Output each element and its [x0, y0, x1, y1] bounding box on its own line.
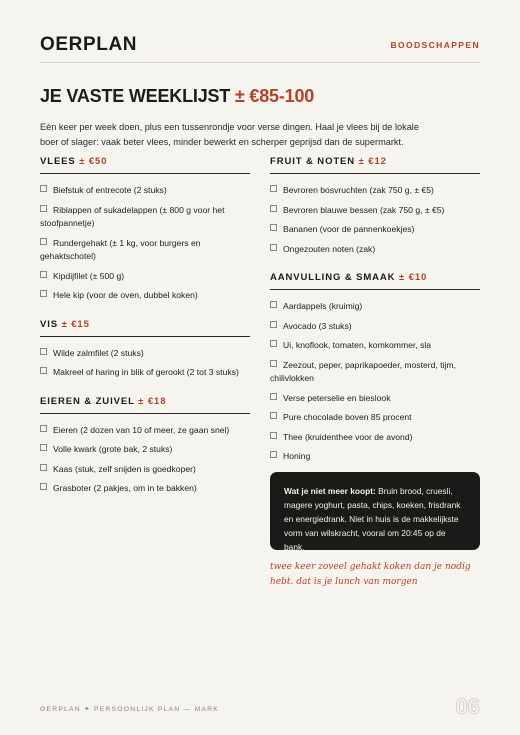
checkbox-icon[interactable] [270, 432, 277, 439]
list-item[interactable] [40, 443, 250, 457]
item-label: Verse peterselie en bieslook [283, 392, 391, 403]
right-column [270, 156, 480, 470]
item-label: Riblappen of sukadelappen (± 800 g voor het stoofpannetje) [40, 204, 225, 228]
list-item[interactable] [40, 347, 250, 361]
item-label: Grasboter (2 pakjes, om in te bakken) [53, 483, 197, 493]
category-name: VLEES [40, 156, 76, 167]
item-label: Hele kip (voor de oven, dubbel koken) [53, 290, 198, 300]
item-label: Volle kwark (grote bak, 2 stuks) [53, 444, 173, 454]
item-label: Bevroren blauwe bessen (zak 750 g, ± €5) [283, 204, 445, 215]
list-item[interactable] [270, 204, 480, 218]
item-label: Rundergehakt (± 1 kg, voor burgers en gehaktschotel) [40, 237, 201, 261]
page-title [40, 86, 314, 107]
list-item[interactable] [40, 204, 250, 231]
item-label: Thee (kruidenthee voor de avond) [283, 431, 413, 442]
category-vlees [40, 156, 250, 303]
checkbox-icon[interactable] [270, 224, 277, 231]
page [40, 0, 480, 735]
category-price: ± €18 [138, 395, 167, 407]
list-item[interactable] [40, 289, 250, 303]
checkbox-icon[interactable] [40, 271, 47, 278]
list-item[interactable] [40, 237, 250, 264]
checkbox-icon[interactable] [40, 444, 47, 451]
list-item[interactable] [270, 431, 480, 445]
list-item[interactable] [270, 320, 480, 334]
checkbox-icon[interactable] [270, 185, 277, 192]
header-divider [40, 62, 480, 63]
page-number: 06 [455, 694, 480, 719]
item-label: Pure chocolade boven 85 procent [283, 412, 412, 422]
list-item[interactable] [270, 392, 480, 406]
checkbox-icon[interactable] [270, 321, 277, 328]
checkbox-icon[interactable] [270, 340, 277, 347]
callout-text: Bruin brood, cruesli, magere yoghurt, pasta, chips, koeken, frisdrank en energiedrank. Niet in huis is de makkelijkste vorm van wilskracht, vooral om 20:45 op de bank. [284, 486, 461, 552]
list-item[interactable] [270, 300, 480, 314]
checkbox-icon[interactable] [270, 451, 277, 458]
category-heading [40, 396, 250, 414]
list-item[interactable] [270, 243, 480, 257]
category-name: EIEREN & ZUIVEL [40, 395, 135, 407]
category-heading [270, 156, 480, 174]
category-price: ± €12 [358, 156, 387, 167]
category-name: FRUIT & NOTEN [270, 156, 356, 167]
handwritten-note: twee keer zoveel gehakt koken dan je nodig hebt. dat is je lunch van morgen [270, 562, 471, 587]
checkbox-icon[interactable] [40, 238, 47, 245]
title-main: JE VASTE WEEKLIJST [40, 86, 231, 106]
category-name: VIS [40, 318, 59, 330]
logo [40, 34, 137, 56]
item-label: Zeezout, peper, paprikapoeder, mosterd, tijm, chilivlokken [270, 359, 456, 383]
list-item[interactable] [270, 339, 480, 353]
item-label: Honing [283, 451, 311, 461]
category-eieren-zuivel [40, 396, 250, 496]
checkbox-icon[interactable] [270, 244, 277, 251]
category-heading [40, 319, 250, 337]
list-item[interactable] [40, 366, 250, 380]
item-label: Ongezouten noten (zak) [283, 243, 376, 254]
checkbox-icon[interactable] [40, 464, 47, 471]
list-item[interactable] [40, 184, 250, 198]
checkbox-icon[interactable] [270, 393, 277, 400]
checkbox-icon[interactable] [40, 185, 47, 192]
category-name: AANVULLING & SMAAK [270, 272, 396, 283]
intro-paragraph: Eén keer per week doen, plus een tussenrondje voor verse dingen. Haal je vlees bij de lokale boer of slager: vaak beter vlees, minder bewerkt en scherper geprijsd dan de supermarkt. [40, 122, 419, 147]
checkbox-icon[interactable] [270, 301, 277, 308]
checkbox-icon[interactable] [270, 360, 277, 367]
category-price: ± €10 [399, 272, 428, 283]
category-fruit-noten [270, 156, 480, 256]
checkbox-icon[interactable] [40, 483, 47, 490]
item-label: Bevroren bosvruchten (zak 750 g, ± €5) [283, 185, 434, 195]
dont-buy-callout [270, 472, 480, 550]
logo-text: OERPLAN [40, 34, 138, 55]
item-label: Kaas (stuk, zelf snijden is goedkoper) [53, 463, 196, 474]
item-label: Makreel of haring in blik of gerookt (2 tot 3 stuks) [53, 367, 239, 377]
checkbox-icon[interactable] [270, 412, 277, 419]
checkbox-icon[interactable] [40, 205, 47, 212]
item-label: Ui, knoflook, tomaten, komkommer, sla [283, 340, 432, 350]
checkbox-icon[interactable] [40, 290, 47, 297]
category-heading [270, 272, 480, 290]
checkbox-icon[interactable] [270, 205, 277, 212]
category-price: ± €50 [79, 156, 108, 167]
item-label: Avocado (3 stuks) [283, 320, 352, 331]
list-item[interactable] [270, 359, 480, 386]
item-label: Wilde zalmfilet (2 stuks) [53, 347, 144, 358]
list-item[interactable] [270, 411, 480, 425]
page-header [40, 34, 480, 62]
checkbox-icon[interactable] [40, 425, 47, 432]
section-label: BOODSCHAPPEN [390, 40, 480, 50]
item-label: Aardappels (kruimig) [283, 301, 363, 311]
category-aanvulling-smaak [270, 272, 480, 464]
list-item[interactable] [270, 450, 480, 464]
category-vis [40, 319, 250, 380]
category-heading [40, 156, 250, 174]
item-label: Bananen (voor de pannenkoekjes) [283, 224, 415, 234]
category-price: ± €15 [61, 318, 90, 330]
item-label: Eieren (2 dozen van 10 of meer, ze gaan snel) [53, 424, 230, 435]
checkbox-icon[interactable] [40, 348, 47, 355]
title-budget: ± €85-100 [234, 86, 315, 106]
item-label: Kipdijfilet (± 500 g) [53, 270, 125, 281]
list-item[interactable] [270, 223, 480, 237]
list-item[interactable] [40, 482, 250, 496]
list-item[interactable] [40, 424, 250, 438]
list-item[interactable] [40, 270, 250, 284]
item-label: Biefstuk of entrecote (2 stuks) [53, 185, 167, 195]
left-column [40, 156, 250, 502]
list-item[interactable] [270, 184, 480, 198]
footer-text: OERPLAN ✦ PERSOONLIJK PLAN — MARK [40, 706, 220, 713]
callout-lead: Wat je niet meer koopt: [284, 486, 376, 496]
checkbox-icon[interactable] [40, 367, 47, 374]
list-item[interactable] [40, 463, 250, 477]
